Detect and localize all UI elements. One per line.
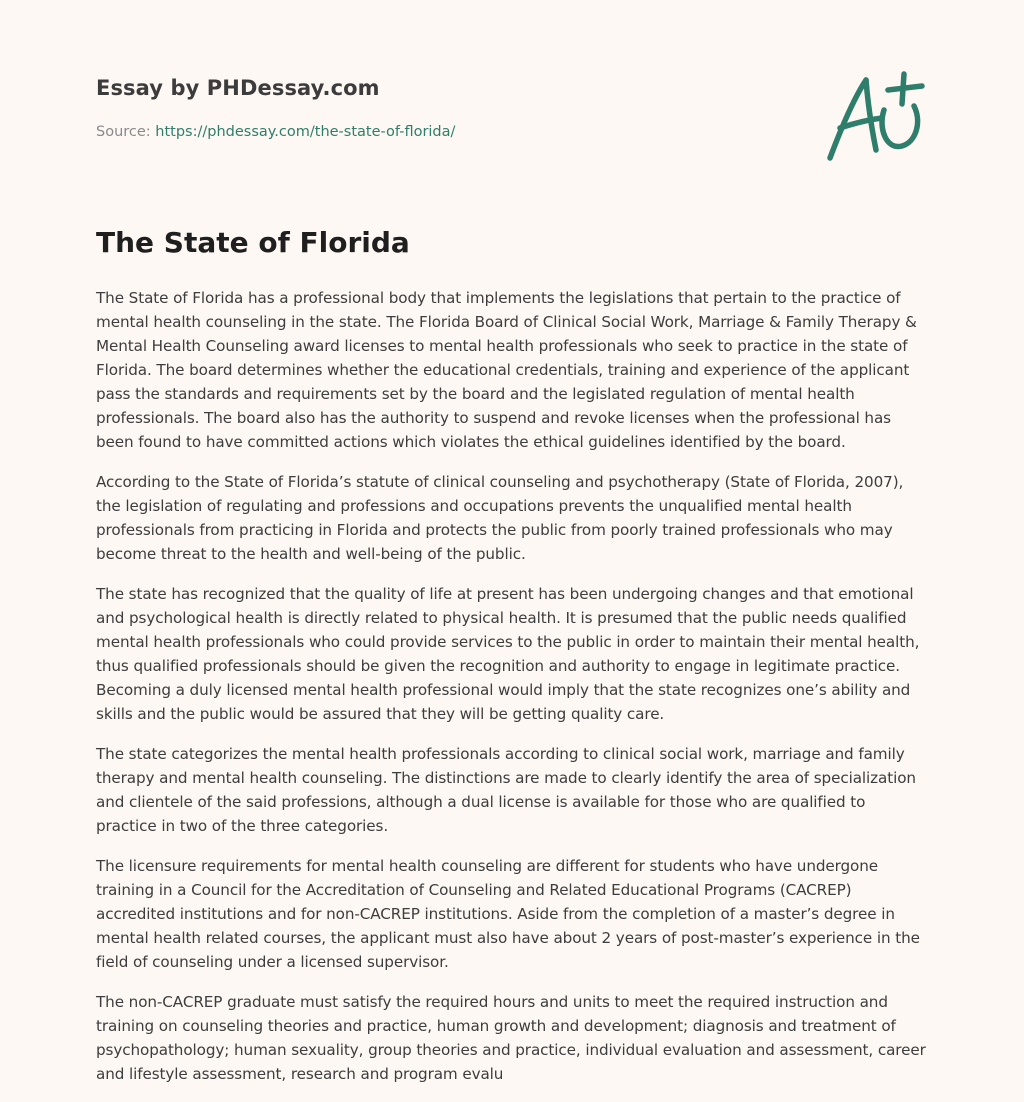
essay-paragraph: The non-CACREP graduate must satisfy the required hours and units to meet the required instruction and training on counseling theories and practice, human growth and development; diagnosis and treatment of psychopathology; human sexuality, group theories and practice, individual evaluation and assessment, career and lifestyle assessment, research and program evalu	[96, 993, 926, 1083]
essay-title: The State of Florida	[96, 226, 410, 259]
essay-paragraph: The State of Florida has a professional body that implements the legislations that pertain to the practice of mental health counseling in the state. The Florida Board of Clinical Social Work, Marriage & Family Therapy & Mental Health Counseling award licenses to mental health professionals who seek to practice in the state of Florida. The board determines whether the educational credentials, training and experience of the applicant pass the standards and requirements set by the board and the legislated regulation of mental health professionals. The board also has the authority to suspend and revoke licenses when the professional has been found to have committed actions which violates the ethical guidelines identified by the board.	[96, 289, 917, 451]
source-line	[96, 124, 455, 140]
a-plus-logo-icon	[818, 66, 930, 166]
essay-paragraph: According to the State of Florida’s statute of clinical counseling and psychotherapy (State of Florida, 2007), the legislation of regulating and professions and occupations prevents the unqualified mental health professionals from practicing in Florida and protects the public from poorly trained professionals who may become threat to the health and well-being of the public.	[96, 473, 904, 563]
essay-paragraph: The state has recognized that the quality of life at present has been undergoing changes and that emotional and psychological health is directly related to physical health. It is presumed that the public needs qualified mental health professionals who could provide services to the public in order to maintain their mental health, thus qualified professionals should be given the recognition and authority to engage in legitimate practice. Becoming a duly licensed mental health professional would imply that the state recognizes one’s ability and skills and the public would be assured that they will be getting quality care.	[96, 585, 920, 723]
essay-paragraph: The state categorizes the mental health professionals according to clinical social work, marriage and family therapy and mental health counseling. The distinctions are made to clearly identify the area of specialization and clientele of the said professions, although a dual license is available for those who are qualified to practice in two of the three categories.	[96, 745, 916, 835]
essay-body	[96, 286, 928, 1102]
source-link[interactable]: https://phdessay.com/the-state-of-florida/	[155, 124, 456, 140]
essay-paragraph: The licensure requirements for mental health counseling are different for students who have undergone training in a Council for the Accreditation of Counseling and Related Educational Programs (CACREP) accredited institutions and for non-CACREP institutions. Aside from the completion of a master’s degree in mental health related courses, the applicant must also have about 2 years of post-master’s experience in the field of counseling under a licensed supervisor.	[96, 857, 920, 971]
site-title: Essay by PHDessay.com	[96, 76, 380, 100]
source-label: Source:	[96, 124, 151, 140]
